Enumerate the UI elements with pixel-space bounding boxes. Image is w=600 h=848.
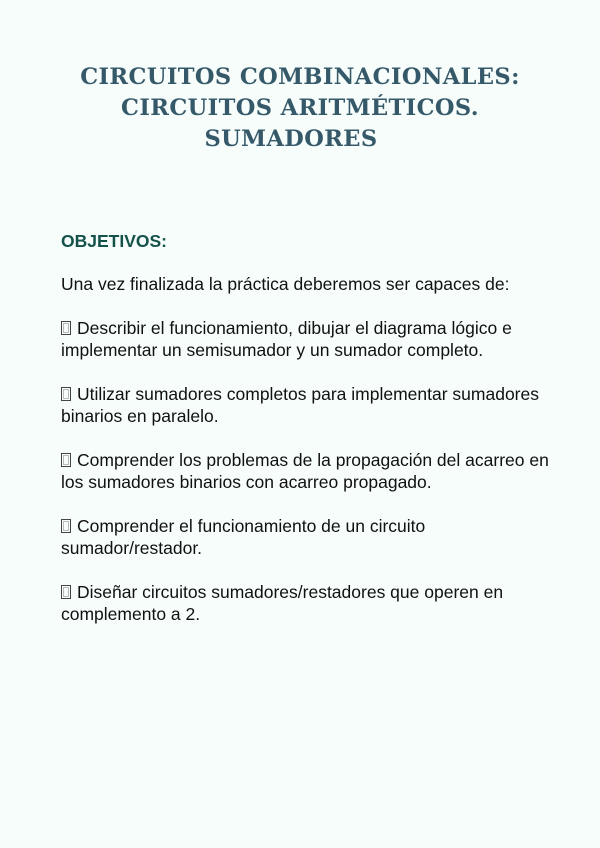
missing-glyph-box-icon (61, 585, 71, 599)
missing-glyph-box-icon (61, 387, 71, 401)
title-line-2: CIRCUITOS ARITMÉTICOS. (121, 95, 479, 121)
objectives-section (61, 229, 561, 647)
title-line-1: CIRCUITOS COMBINACIONALES: (80, 64, 520, 90)
objective-text: Comprender el funcionamiento de un circuito sumador/restador. (61, 515, 426, 558)
objective-text: Comprender los problemas de la propagación del acarreo en los sumadores binarios con acarreo propagado. (61, 449, 549, 492)
missing-glyph-box-icon (61, 453, 71, 467)
objective-item (61, 317, 561, 361)
objective-text: Utilizar sumadores completos para implementar sumadores binarios en paralelo. (61, 383, 539, 426)
missing-glyph-box-icon (61, 519, 71, 533)
section-heading: OBJETIVOS: (61, 231, 167, 251)
objective-text: Describir el funcionamiento, dibujar el diagrama lógico e implementar un semisumador y un sumador completo. (61, 317, 512, 360)
intro-paragraph: Una vez finalizada la práctica deberemos ser capaces de: (61, 274, 510, 294)
objective-item (61, 581, 561, 625)
objective-item (61, 515, 561, 559)
document-title (0, 62, 600, 155)
objective-item (61, 383, 561, 427)
objective-item (61, 449, 561, 493)
title-line-3: SUMADORES (204, 126, 378, 152)
missing-glyph-box-icon (61, 321, 71, 335)
objective-text: Diseñar circuitos sumadores/restadores que operen en complemento a 2. (61, 581, 504, 624)
